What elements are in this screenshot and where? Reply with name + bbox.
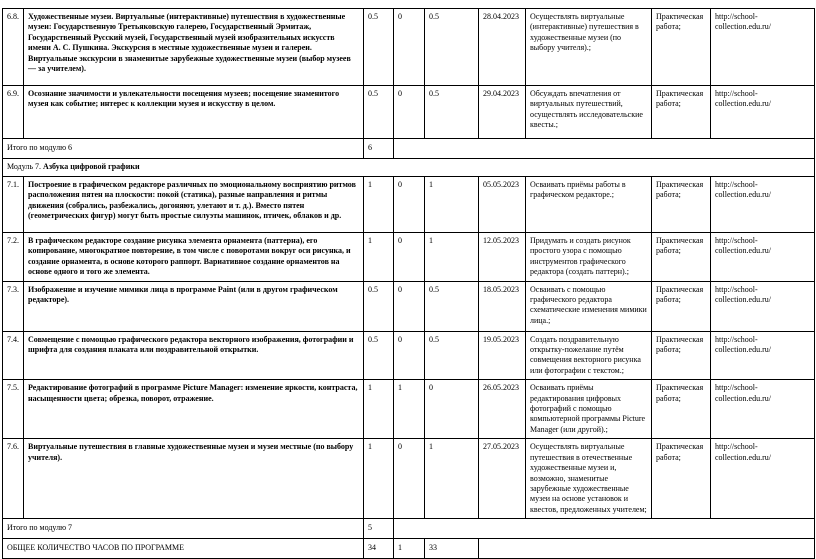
- grand-total-control: 1: [394, 539, 425, 559]
- lesson-date: 12.05.2023: [479, 233, 526, 282]
- total-empty: [394, 139, 815, 159]
- lesson-hours: 0.5: [364, 281, 394, 331]
- lesson-hours: 0.5: [364, 9, 394, 86]
- lesson-date: 05.05.2023: [479, 177, 526, 233]
- lesson-control-form: Практическая работа;: [652, 86, 711, 139]
- lesson-control-form: Практическая работа;: [652, 380, 711, 439]
- lesson-resource-link: http://school-collection.edu.ru/: [711, 177, 815, 233]
- lesson-hours: 1: [364, 380, 394, 439]
- lesson-row: [3, 233, 815, 282]
- lesson-resource-link: http://school-collection.edu.ru/: [711, 86, 815, 139]
- lesson-control-hours: 0: [394, 86, 425, 139]
- total-label: Итого по модулю 7: [3, 519, 364, 539]
- lesson-number: 6.8.: [3, 9, 24, 86]
- lesson-practice-hours: 0.5: [425, 331, 479, 380]
- lesson-control-form: Практическая работа;: [652, 177, 711, 233]
- lesson-resource-link: http://school-collection.edu.ru/: [711, 380, 815, 439]
- lesson-resource-link: http://school-collection.edu.ru/: [711, 331, 815, 380]
- total-hours: 5: [364, 519, 394, 539]
- lesson-resource-link: http://school-collection.edu.ru/: [711, 9, 815, 86]
- lesson-practice-hours: 1: [425, 439, 479, 519]
- lesson-control-form: Практическая работа;: [652, 331, 711, 380]
- lesson-practice-hours: 1: [425, 233, 479, 282]
- totals-section: [3, 519, 815, 559]
- lesson-date: 27.05.2023: [479, 439, 526, 519]
- lesson-activity: Обсуждать впечатления от виртуальных путешествий, осуществлять исследовательские квесты.;: [526, 86, 652, 139]
- lesson-row: [3, 331, 815, 380]
- grand-total-row: [3, 539, 815, 559]
- lesson-topic: Построение в графическом редакторе различных по эмоциональному восприятию ритмов расположения пятен на плоскости: покой (статика), разные направления и ритмы движения (собрались, разбежались, догоняют, улетают и т. д.). Вместо пятен (геометрических фигур) могут быть простые силуэты машинок, птичек, облаков и др.: [24, 177, 364, 233]
- lesson-control-hours: 0: [394, 233, 425, 282]
- lesson-activity: Придумать и создать рисунок простого узора с помощью инструментов графического редактора (создать паттерн).;: [526, 233, 652, 282]
- grand-total-empty: [479, 539, 815, 559]
- total-hours: 6: [364, 139, 394, 159]
- program-table: [2, 8, 815, 559]
- lesson-hours: 0.5: [364, 86, 394, 139]
- lesson-activity: Осваивать приёмы редактирования цифровых фотографий с помощью компьютерной программы Picture Manager (или другой).;: [526, 380, 652, 439]
- lesson-rows-module6: [3, 9, 815, 139]
- lesson-hours: 1: [364, 439, 394, 519]
- lesson-number: 7.1.: [3, 177, 24, 233]
- lesson-row: [3, 439, 815, 519]
- lesson-row: [3, 281, 815, 331]
- lesson-topic: Художественные музеи. Виртуальные (интерактивные) путешествия в художественные музеи: Государственную Третьяковскую галерею, Государственный Эрмитаж, Государственный Русский музей, Государственный музей изобразительных искусств имени А. С. Пушкина. Экскурсия в местные художественные музеи и галереи. Виртуальные экскурсии в знаменитые зарубежные художественные музеи (выбор музеев — за учителем).: [24, 9, 364, 86]
- lesson-date: 19.05.2023: [479, 331, 526, 380]
- lesson-resource-link: http://school-collection.edu.ru/: [711, 281, 815, 331]
- lesson-activity: Осваивать приёмы работы в графическом редакторе.;: [526, 177, 652, 233]
- lesson-hours: 1: [364, 233, 394, 282]
- grand-total-label: ОБЩЕЕ КОЛИЧЕСТВО ЧАСОВ ПО ПРОГРАММЕ: [3, 539, 364, 559]
- grand-total-practice: 33: [425, 539, 479, 559]
- lesson-control-form: Практическая работа;: [652, 281, 711, 331]
- lesson-control-form: Практическая работа;: [652, 439, 711, 519]
- lesson-number: 7.6.: [3, 439, 24, 519]
- lesson-hours: 1: [364, 177, 394, 233]
- lesson-topic: Совмещение с помощью графического редактора векторного изображения, фотографии и шрифта для создания плаката или поздравительной открытки.: [24, 331, 364, 380]
- lesson-topic: Осознание значимости и увлекательности посещения музеев; посещение знаменитого музея как событие; интерес к коллекции музея и искусству в целом.: [24, 86, 364, 139]
- lesson-row: [3, 86, 815, 139]
- lesson-activity: Осуществлять виртуальные (интерактивные) путешествия в художественные музеи (по выбору учителя).;: [526, 9, 652, 86]
- lesson-number: 7.5.: [3, 380, 24, 439]
- lesson-practice-hours: 0.5: [425, 281, 479, 331]
- lesson-rows-module7: [3, 177, 815, 519]
- lesson-number: 6.9.: [3, 86, 24, 139]
- lesson-control-hours: 1: [394, 380, 425, 439]
- lesson-activity: Осуществлять виртуальные путешествия в отечественные художественные музеи и, возможно, знаменитые зарубежные художественные музеи на основе установок и квестов, предложенных учителем;: [526, 439, 652, 519]
- lesson-practice-hours: 0: [425, 380, 479, 439]
- lesson-number: 7.3.: [3, 281, 24, 331]
- module-title: Азбука цифровой графики: [43, 162, 140, 172]
- lesson-control-hours: 0: [394, 9, 425, 86]
- lesson-resource-link: http://school-collection.edu.ru/: [711, 233, 815, 282]
- lesson-topic: Изображение и изучение мимики лица в программе Paint (или в другом графическом редакторе).: [24, 281, 364, 331]
- lesson-number: 7.4.: [3, 331, 24, 380]
- lesson-date: 26.05.2023: [479, 380, 526, 439]
- module-total-row: [3, 519, 815, 539]
- module-total-row: [3, 139, 815, 159]
- lesson-row: [3, 380, 815, 439]
- lesson-activity: Создать поздравительную открытку-пожелание путём совмещения векторного рисунка или фотографии с текстом.;: [526, 331, 652, 380]
- lesson-practice-hours: 0.5: [425, 86, 479, 139]
- lesson-hours: 0.5: [364, 331, 394, 380]
- lesson-control-hours: 0: [394, 331, 425, 380]
- module6-total-section: [3, 139, 815, 177]
- module-header-row: [3, 159, 815, 177]
- lesson-activity: Осваивать с помощью графического редактора схематические изменения мимики лица.;: [526, 281, 652, 331]
- module-header: [3, 159, 815, 177]
- lesson-resource-link: http://school-collection.edu.ru/: [711, 439, 815, 519]
- lesson-topic: В графическом редакторе создание рисунка элемента орнамента (паттерна), его копирование, многократное повторение, в том числе с поворотами вокруг оси рисунка, и создание орнамента, в основе которого раппорт. Вариативное создание орнаментов на основе одного и того же элемента.: [24, 233, 364, 282]
- lesson-date: 18.05.2023: [479, 281, 526, 331]
- total-label: Итого по модулю 6: [3, 139, 364, 159]
- lesson-control-hours: 0: [394, 439, 425, 519]
- lesson-control-hours: 0: [394, 177, 425, 233]
- lesson-practice-hours: 0.5: [425, 9, 479, 86]
- lesson-date: 29.04.2023: [479, 86, 526, 139]
- lesson-control-hours: 0: [394, 281, 425, 331]
- lesson-topic: Виртуальные путешествия в главные художественные музеи и музеи местные (по выбору учителя).: [24, 439, 364, 519]
- lesson-number: 7.2.: [3, 233, 24, 282]
- lesson-topic: Редактирование фотографий в программе Picture Manager: изменение яркости, контраста, насыщенности цвета; обрезка, поворот, отражение.: [24, 380, 364, 439]
- lesson-practice-hours: 1: [425, 177, 479, 233]
- module-prefix: Модуль 7.: [7, 162, 42, 172]
- grand-total-hours: 34: [364, 539, 394, 559]
- total-empty: [394, 519, 815, 539]
- lesson-control-form: Практическая работа;: [652, 9, 711, 86]
- lesson-control-form: Практическая работа;: [652, 233, 711, 282]
- lesson-row: [3, 9, 815, 86]
- lesson-date: 28.04.2023: [479, 9, 526, 86]
- lesson-row: [3, 177, 815, 233]
